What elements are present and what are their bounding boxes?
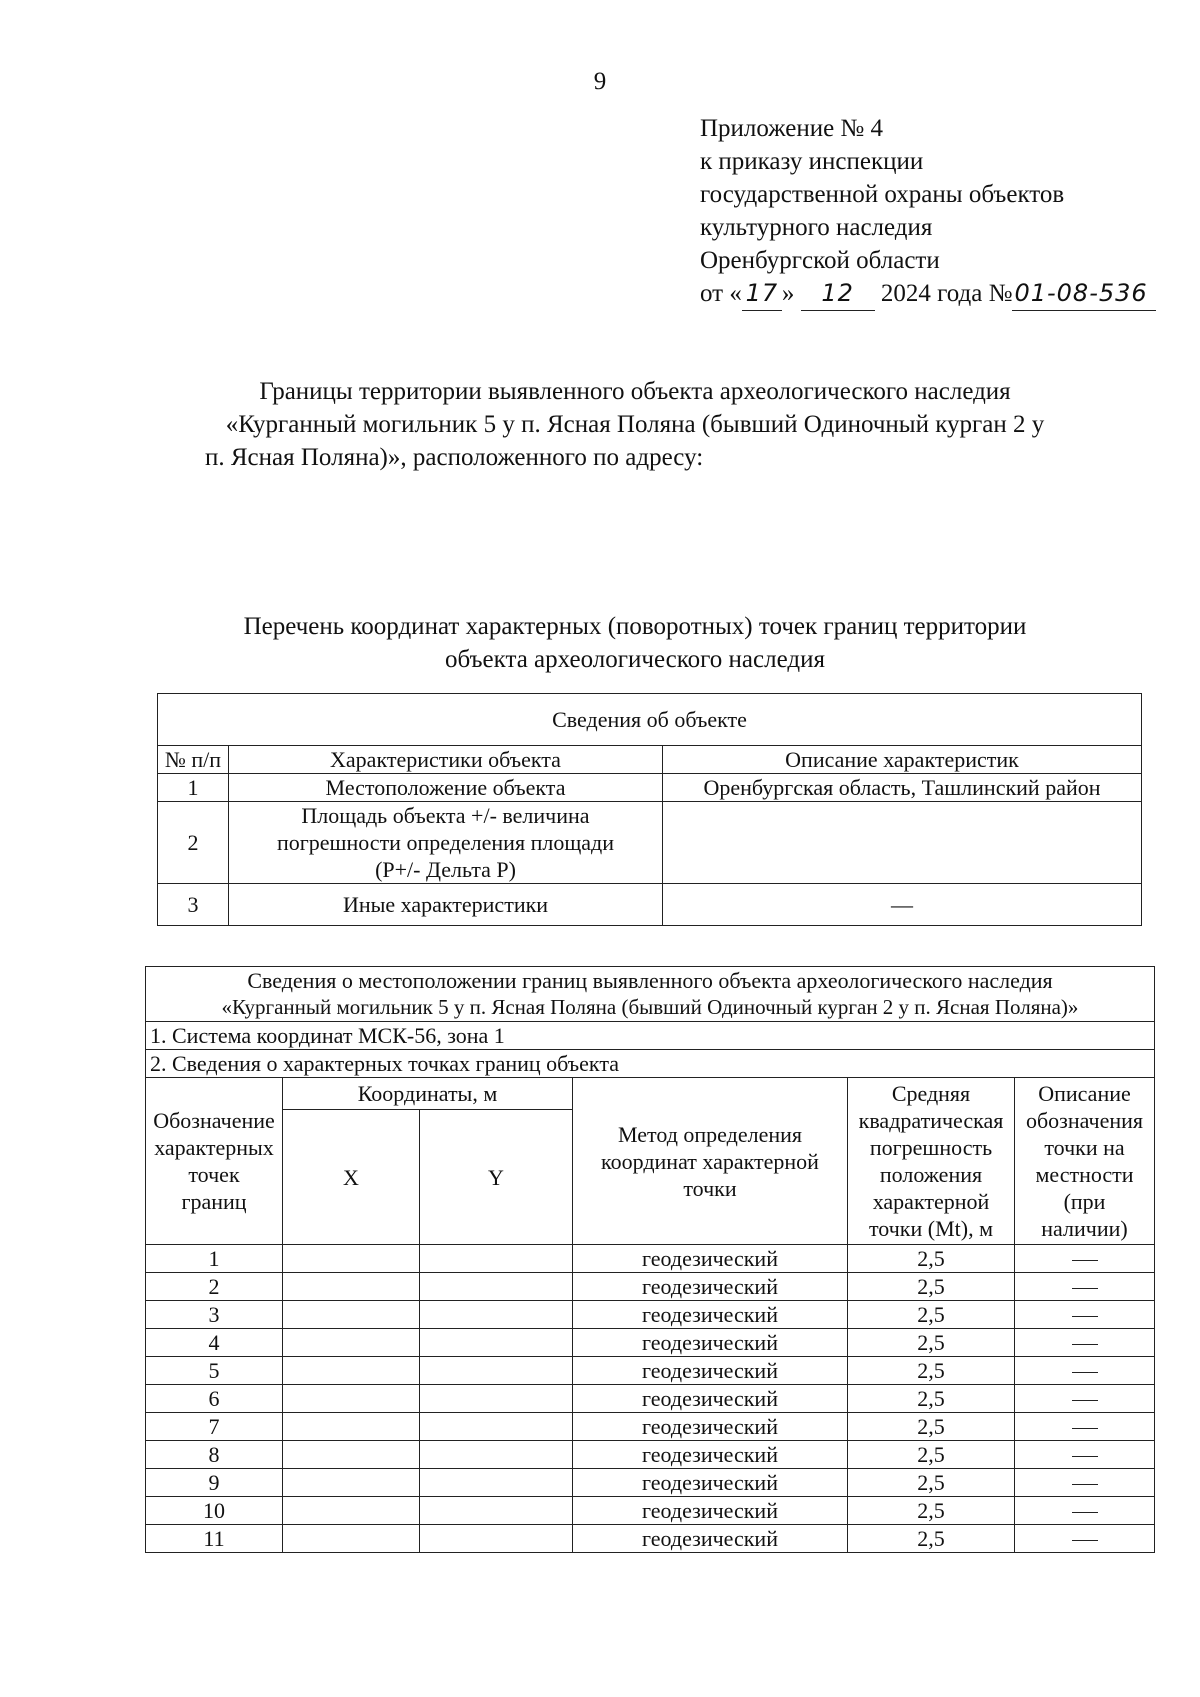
- header-line: наличии): [1041, 1216, 1128, 1241]
- point-description: [1015, 1357, 1155, 1385]
- appendix-line: Приложение № 4: [700, 115, 884, 142]
- point-mt: 2,5: [848, 1329, 1015, 1357]
- header-mean-error: [848, 1078, 1015, 1245]
- list-title-line: объекта археологического наследия: [445, 646, 825, 673]
- column-header: № п/п: [158, 746, 229, 774]
- point-mt: 2,5: [848, 1301, 1015, 1329]
- list-title-line: Перечень координат характерных (поворотных) точек границ территории: [243, 613, 1027, 640]
- table-row: [146, 1469, 1155, 1497]
- point-x: [283, 1497, 420, 1525]
- row-number: 1: [158, 774, 229, 802]
- row-name: Местоположение объекта: [229, 774, 663, 802]
- header-line: погрешность: [869, 1135, 993, 1160]
- point-x: [283, 1301, 420, 1329]
- point-x: [283, 1525, 420, 1553]
- point-method: геодезический: [573, 1329, 848, 1357]
- column-header: Описание характеристик: [663, 746, 1142, 774]
- column-header: Характеристики объекта: [229, 746, 663, 774]
- point-x: [283, 1441, 420, 1469]
- point-id: 7: [146, 1413, 283, 1441]
- dash-mark: [1072, 1288, 1098, 1289]
- point-description: [1015, 1469, 1155, 1497]
- header-x: X: [283, 1110, 420, 1245]
- header-line: Обозначение: [153, 1108, 275, 1133]
- header-line: границ: [181, 1189, 247, 1214]
- boundary-points-table: [145, 966, 1155, 1553]
- table-row: [146, 1441, 1155, 1469]
- point-description: [1015, 1301, 1155, 1329]
- header-line: характерных: [154, 1135, 274, 1160]
- point-y: [420, 1245, 573, 1273]
- point-mt: 2,5: [848, 1469, 1015, 1497]
- header-line: положения: [879, 1162, 983, 1187]
- coordinates-list-title: [155, 610, 1115, 676]
- point-y: [420, 1469, 573, 1497]
- header-method: [573, 1078, 848, 1245]
- header-line: местности: [1035, 1162, 1134, 1187]
- point-method: геодезический: [573, 1497, 848, 1525]
- header-line: точек: [188, 1162, 240, 1187]
- date-day-handwritten: 17: [742, 277, 782, 311]
- row-number: 2: [158, 802, 229, 884]
- point-method: геодезический: [573, 1273, 848, 1301]
- header-line: Метод определения: [617, 1121, 803, 1147]
- header-line: координат характерной: [601, 1148, 819, 1174]
- boundary-caption: [146, 967, 1155, 1022]
- table-row: [146, 1357, 1155, 1385]
- dash-mark: [1072, 1316, 1098, 1317]
- point-id: 8: [146, 1441, 283, 1469]
- title-line: «Курганный могильник 5 у п. Ясная Поляна (бывший Одиночный курган 2 у: [225, 411, 1045, 438]
- points-section-title: 2. Сведения о характерных точках границ объекта: [146, 1050, 1155, 1078]
- point-mt: 2,5: [848, 1441, 1015, 1469]
- point-y: [420, 1525, 573, 1553]
- point-x: [283, 1245, 420, 1273]
- row-name: Иные характеристики: [229, 884, 663, 926]
- header-line: характерной: [872, 1189, 990, 1214]
- row-name: [229, 802, 663, 884]
- header-point-description: [1015, 1078, 1155, 1245]
- point-description: [1015, 1273, 1155, 1301]
- point-id: 3: [146, 1301, 283, 1329]
- table-row: [146, 1525, 1155, 1553]
- header-line: (при: [1063, 1189, 1106, 1214]
- point-id: 6: [146, 1385, 283, 1413]
- point-id: 5: [146, 1357, 283, 1385]
- point-mt: 2,5: [848, 1525, 1015, 1553]
- table-row: [146, 1413, 1155, 1441]
- point-x: [283, 1357, 420, 1385]
- order-number-handwritten: 01-08-536: [1012, 277, 1156, 311]
- point-x: [283, 1413, 420, 1441]
- point-method: геодезический: [573, 1469, 848, 1497]
- point-id: 9: [146, 1469, 283, 1497]
- point-y: [420, 1329, 573, 1357]
- point-y: [420, 1357, 573, 1385]
- header-line: точки: [683, 1175, 737, 1201]
- point-y: [420, 1413, 573, 1441]
- point-id: 11: [146, 1525, 283, 1553]
- boundary-caption-line: Сведения о местоположении границ выявленного объекта археологического наследия: [247, 968, 1053, 993]
- point-x: [283, 1469, 420, 1497]
- row-name-line: погрешности определения площади: [276, 830, 614, 855]
- appendix-block: [700, 112, 1170, 311]
- row-number: 3: [158, 884, 229, 926]
- dash-mark: [1072, 1372, 1098, 1373]
- point-mt: 2,5: [848, 1497, 1015, 1525]
- point-x: [283, 1329, 420, 1357]
- point-method: геодезический: [573, 1525, 848, 1553]
- point-method: геодезический: [573, 1441, 848, 1469]
- point-mt: 2,5: [848, 1413, 1015, 1441]
- point-method: геодезический: [573, 1385, 848, 1413]
- date-mid: »: [781, 280, 795, 307]
- table-row: [146, 1245, 1155, 1273]
- point-description: [1015, 1413, 1155, 1441]
- header-line: точки (Mt), м: [868, 1216, 994, 1241]
- point-description: [1015, 1525, 1155, 1553]
- point-method: геодезический: [573, 1245, 848, 1273]
- point-id: 2: [146, 1273, 283, 1301]
- row-description: [663, 802, 1142, 884]
- dash-mark: [1072, 1260, 1098, 1261]
- dash-mark: [1072, 1344, 1098, 1345]
- date-month-handwritten: 12: [801, 277, 875, 311]
- table-row: [146, 1301, 1155, 1329]
- dash-mark: [1072, 1512, 1098, 1513]
- header-line: обозначения: [1025, 1108, 1144, 1133]
- header-line: Средняя: [891, 1081, 971, 1106]
- dash-mark: [1072, 1484, 1098, 1485]
- row-name-line: Площадь объекта +/- величина: [301, 803, 590, 828]
- point-mt: 2,5: [848, 1385, 1015, 1413]
- appendix-line: Оренбургской области: [700, 247, 940, 274]
- table-row: [146, 1273, 1155, 1301]
- header-y: Y: [420, 1110, 573, 1245]
- point-id: 4: [146, 1329, 283, 1357]
- point-method: геодезический: [573, 1357, 848, 1385]
- order-date-line: [700, 277, 1170, 311]
- point-id: 10: [146, 1497, 283, 1525]
- date-year-text: 2024 года №: [880, 280, 1013, 307]
- dash-mark: [1072, 1456, 1098, 1457]
- point-id: 1: [146, 1245, 283, 1273]
- point-description: [1015, 1245, 1155, 1273]
- point-method: геодезический: [573, 1301, 848, 1329]
- header-line: Описание: [1038, 1081, 1131, 1106]
- point-y: [420, 1497, 573, 1525]
- point-description: [1015, 1441, 1155, 1469]
- coordinate-system: 1. Система координат МСК-56, зона 1: [146, 1022, 1155, 1050]
- point-description: [1015, 1497, 1155, 1525]
- point-y: [420, 1273, 573, 1301]
- point-x: [283, 1385, 420, 1413]
- object-info-table: [157, 693, 1142, 926]
- appendix-line: государственной охраны объектов: [700, 181, 1065, 208]
- title-line: п. Ясная Поляна)», расположенного по адресу:: [205, 444, 704, 471]
- title-line: Границы территории выявленного объекта археологического наследия: [259, 378, 1011, 405]
- row-name-line: (Р+/- Дельта Р): [375, 857, 516, 882]
- table-row: [146, 1329, 1155, 1357]
- appendix-line: к приказу инспекции: [700, 148, 924, 175]
- header-line: точки на: [1044, 1135, 1125, 1160]
- dash-mark: [1072, 1400, 1098, 1401]
- row-description: —: [663, 884, 1142, 926]
- header-coordinates: Координаты, м: [283, 1078, 573, 1110]
- date-prefix: от «: [700, 280, 742, 307]
- object-info-caption: Сведения об объекте: [158, 694, 1142, 746]
- point-x: [283, 1273, 420, 1301]
- dash-mark: [1072, 1428, 1098, 1429]
- point-y: [420, 1441, 573, 1469]
- point-mt: 2,5: [848, 1245, 1015, 1273]
- row-description: Оренбургская область, Ташлинский район: [663, 774, 1142, 802]
- point-mt: 2,5: [848, 1357, 1015, 1385]
- appendix-line: культурного наследия: [700, 214, 933, 241]
- table-row: [146, 1385, 1155, 1413]
- points-body: [146, 1245, 1155, 1553]
- header-designation: [146, 1078, 283, 1245]
- page-number: 9: [593, 68, 607, 95]
- point-y: [420, 1301, 573, 1329]
- point-method: геодезический: [573, 1413, 848, 1441]
- point-mt: 2,5: [848, 1273, 1015, 1301]
- point-y: [420, 1385, 573, 1413]
- dash-mark: [1072, 1540, 1098, 1541]
- header-line: квадратическая: [858, 1108, 1004, 1133]
- point-description: [1015, 1329, 1155, 1357]
- table-row: [146, 1497, 1155, 1525]
- boundary-caption-line: «Курганный могильник 5 у п. Ясная Поляна (бывший Одиночный курган 2 у п. Ясная Поляна)»: [221, 995, 1079, 1019]
- point-description: [1015, 1385, 1155, 1413]
- document-title: [150, 375, 1120, 474]
